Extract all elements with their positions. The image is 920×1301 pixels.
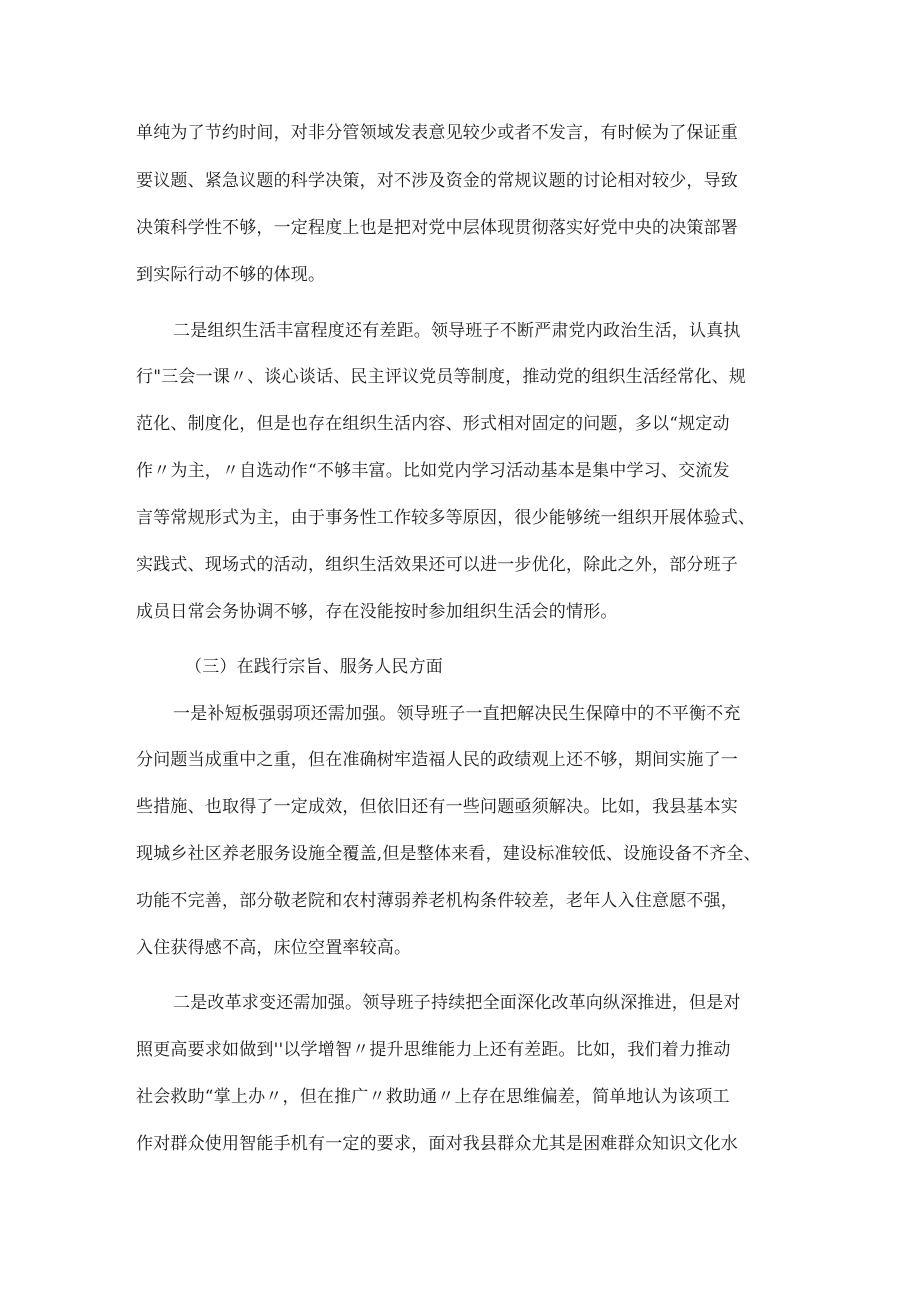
- paragraph-line: 社会救助“掌上办〃，但在推广〃救助通〃上存在思维偏差，简单地认为该项工: [136, 1087, 730, 1107]
- paragraph-line: 行"三会一课〃、谈心谈话、民主评议党员等制度，推动党的组织生活经常化、规: [136, 367, 747, 387]
- paragraph-line: 要议题、紧急议题的科学决策，对不涉及资金的常规议题的讨论相对较少，导致: [136, 171, 738, 191]
- paragraph-line: 二是改革求变还需加强。领导班子持续把全面深化改革向纵深推进，但是对: [173, 993, 741, 1013]
- paragraph-line: 到实际行动不够的体现。: [136, 265, 326, 285]
- section-heading: （三）在践行宗旨、服务人民方面: [185, 657, 443, 677]
- paragraph-line: 二是组织生活丰富程度还有差距。领导班子不断严肃党内政治生活，认真执: [173, 321, 741, 341]
- paragraph-line: 作对群众使用智能手机有一定的要求，面对我县群众尤其是困难群众知识文化水: [136, 1134, 738, 1154]
- paragraph-line: 分问题当成重中之重，但在准确树牢造福人民的政绩观上还不够，期间实施了一: [136, 750, 738, 770]
- paragraph-line: 些措施、也取得了一定成效，但依旧还有一些问题亟须解决。比如，我县基本实: [136, 797, 738, 817]
- paragraph-line: 成员日常会务协调不够，存在没能按时参加组织生活会的情形。: [136, 602, 618, 622]
- paragraph-line: 实践式、现场式的活动，组织生活效果还可以进一步优化，除此之外，部分班子: [136, 555, 738, 575]
- paragraph-line: 范化、制度化，但是也存在组织生活内容、形式相对固定的问题，多以“规定动: [136, 414, 730, 434]
- paragraph-line: 决策科学性不够，一定程度上也是把对党中层体现贯彻落实好党中央的决策部署: [136, 218, 738, 238]
- paragraph-line: 入住获得感不高，床位空置率较高。: [136, 938, 412, 958]
- paragraph-line: 现城乡社区养老服务设施全覆盖,但是整体来看，建设标准较低、设施设备不齐全、: [136, 844, 761, 864]
- paragraph-line: 言等常规形式为主，由于事务性工作较多等原因，很少能够统一组织开展体验式、: [136, 508, 756, 528]
- paragraph-line: 功能不完善，部分敬老院和农村薄弱养老机构条件较差，老年人入住意愿不强，: [136, 891, 738, 911]
- paragraph-line: 照更高要求如做到''以学增智〃提升思维能力上还有差距。比如，我们着力推动: [136, 1040, 731, 1060]
- paragraph-line: 作〃为主，〃自选动作“不够丰富。比如党内学习活动基本是集中学习、交流发: [136, 461, 730, 481]
- paragraph-line: 单纯为了节约时间，对非分管领域发表意见较少或者不发言，有时候为了保证重: [136, 123, 738, 143]
- paragraph-line: 一是补短板强弱项还需加强。领导班子一直把解决民生保障中的不平衡不充: [173, 704, 741, 724]
